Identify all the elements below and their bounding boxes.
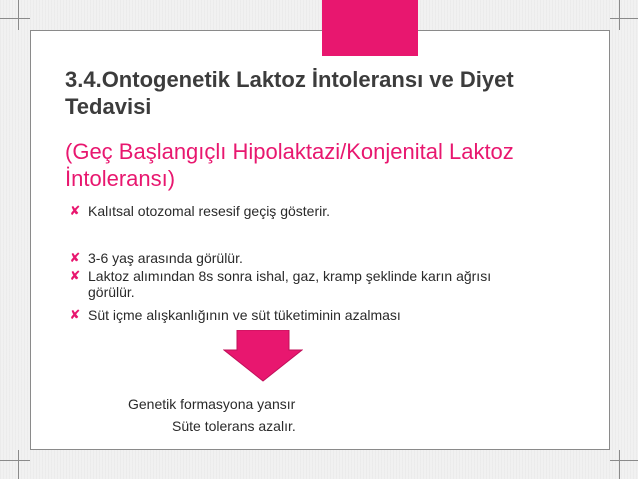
frame-corner-line (610, 460, 638, 461)
slide-subtitle: (Geç Başlangıçlı Hipolaktazi/Konjenital Laktoz İntoleransı) (65, 139, 514, 191)
frame-corner-line (610, 18, 638, 19)
bullet-text: Kalıtsal otozomal resesif geçiş gösterir. (88, 203, 330, 219)
bullet-text: Laktoz alımından 8s sonra ishal, gaz, kramp şeklinde karın ağrısı görülür. (88, 268, 492, 300)
bullet-text: 3-6 yaş arasında görülür. (88, 250, 243, 266)
down-arrow-icon (223, 330, 303, 382)
frame-corner-line (619, 450, 620, 479)
ballot-x-icon: ✘ (69, 203, 81, 218)
ballot-x-icon: ✘ (69, 307, 81, 322)
frame-corner-line (619, 0, 620, 30)
frame-corner-line (18, 450, 19, 479)
accent-box (322, 0, 418, 56)
bullet-text: Süt içme alışkanlığının ve süt tüketiminin azalması (88, 307, 401, 323)
frame-corner-line (0, 18, 30, 19)
result-line-2: Süte tolerans azalır. (172, 418, 296, 434)
result-line-1: Genetik formasyona yansır (128, 396, 296, 412)
ballot-x-icon: ✘ (69, 250, 81, 265)
ballot-x-icon: ✘ (69, 268, 81, 283)
slide-title: 3.4.Ontogenetik Laktoz İntoleransı ve Diyet Tedavisi (65, 67, 514, 119)
frame-corner-line (18, 0, 19, 30)
frame-corner-line (0, 460, 30, 461)
